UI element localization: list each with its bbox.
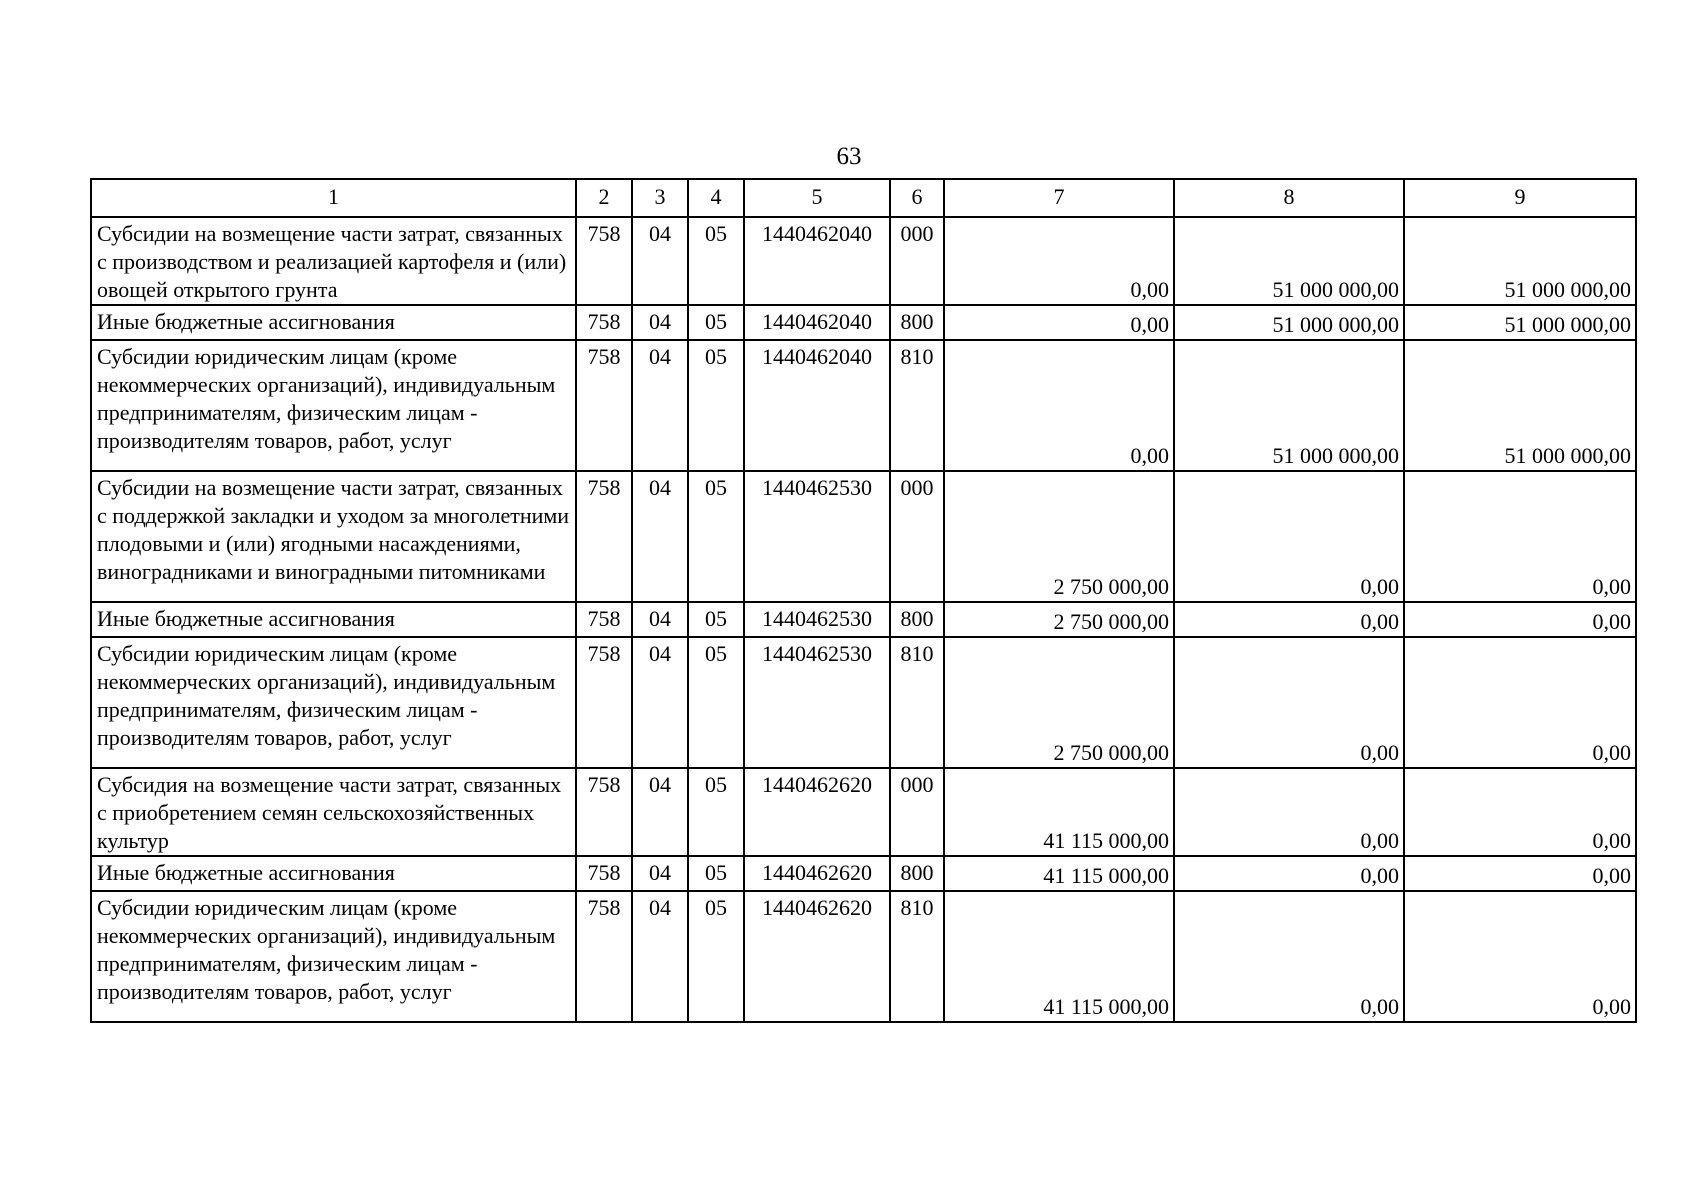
target-article-cell: 1440462530 [744, 471, 890, 602]
row-name-cell: Субсидии на возмещение части затрат, связанных с поддержкой закладки и уходом за многолетними плодовыми и (или) ягодными насаждениями, виноградниками и виноградными питомниками [91, 471, 576, 602]
column-header: 2 [576, 179, 632, 217]
subsection-code-cell: 05 [688, 340, 744, 471]
chapter-code-cell: 758 [576, 602, 632, 637]
table-row [91, 340, 1636, 471]
section-code-cell: 04 [632, 768, 688, 856]
amount-col9-cell: 51 000 000,00 [1404, 217, 1636, 305]
subsection-code-cell: 05 [688, 768, 744, 856]
column-header: 3 [632, 179, 688, 217]
subsection-code-cell: 05 [688, 602, 744, 637]
amount-col7-cell: 41 115 000,00 [944, 768, 1174, 856]
expense-type-cell: 800 [890, 602, 944, 637]
row-name-cell: Субсидии юридическим лицам (кроме некоммерческих организаций), индивидуальным предпринимателям, физическим лицам - производителям товаров, работ, услуг [91, 891, 576, 1022]
amount-col9-cell: 51 000 000,00 [1404, 305, 1636, 340]
amount-col7-cell: 41 115 000,00 [944, 856, 1174, 891]
column-header: 4 [688, 179, 744, 217]
section-code-cell: 04 [632, 471, 688, 602]
subsection-code-cell: 05 [688, 856, 744, 891]
amount-col9-cell: 51 000 000,00 [1404, 340, 1636, 471]
amount-col7-cell: 2 750 000,00 [944, 637, 1174, 768]
table-row [91, 768, 1636, 856]
row-name-cell: Субсидии юридическим лицам (кроме некоммерческих организаций), индивидуальным предпринимателям, физическим лицам - производителям товаров, работ, услуг [91, 637, 576, 768]
amount-col9-cell: 0,00 [1404, 471, 1636, 602]
amount-col9-cell: 0,00 [1404, 891, 1636, 1022]
section-code-cell: 04 [632, 305, 688, 340]
expense-type-cell: 800 [890, 856, 944, 891]
chapter-code-cell: 758 [576, 891, 632, 1022]
amount-col8-cell: 0,00 [1174, 891, 1404, 1022]
column-header: 9 [1404, 179, 1636, 217]
amount-col8-cell: 51 000 000,00 [1174, 217, 1404, 305]
amount-col7-cell: 2 750 000,00 [944, 602, 1174, 637]
subsection-code-cell: 05 [688, 891, 744, 1022]
chapter-code-cell: 758 [576, 217, 632, 305]
expense-type-cell: 000 [890, 471, 944, 602]
subsection-code-cell: 05 [688, 637, 744, 768]
table-row [91, 891, 1636, 1022]
chapter-code-cell: 758 [576, 637, 632, 768]
section-code-cell: 04 [632, 891, 688, 1022]
column-header: 7 [944, 179, 1174, 217]
section-code-cell: 04 [632, 340, 688, 471]
target-article-cell: 1440462040 [744, 340, 890, 471]
amount-col7-cell: 2 750 000,00 [944, 471, 1174, 602]
table-row [91, 856, 1636, 891]
row-name-cell: Субсидии юридическим лицам (кроме некоммерческих организаций), индивидуальным предпринимателям, физическим лицам - производителям товаров, работ, услуг [91, 340, 576, 471]
amount-col8-cell: 51 000 000,00 [1174, 305, 1404, 340]
subsection-code-cell: 05 [688, 471, 744, 602]
amount-col9-cell: 0,00 [1404, 856, 1636, 891]
table-row [91, 471, 1636, 602]
amount-col9-cell: 0,00 [1404, 602, 1636, 637]
target-article-cell: 1440462530 [744, 637, 890, 768]
amount-col7-cell: 0,00 [944, 305, 1174, 340]
column-header: 1 [91, 179, 576, 217]
target-article-cell: 1440462530 [744, 602, 890, 637]
amount-col7-cell: 41 115 000,00 [944, 891, 1174, 1022]
amount-col8-cell: 0,00 [1174, 602, 1404, 637]
column-header: 8 [1174, 179, 1404, 217]
expense-type-cell: 800 [890, 305, 944, 340]
chapter-code-cell: 758 [576, 856, 632, 891]
amount-col8-cell: 51 000 000,00 [1174, 340, 1404, 471]
table-row [91, 602, 1636, 637]
amount-col7-cell: 0,00 [944, 217, 1174, 305]
row-name-cell: Иные бюджетные ассигнования [91, 305, 576, 340]
row-name-cell: Иные бюджетные ассигнования [91, 856, 576, 891]
target-article-cell: 1440462620 [744, 856, 890, 891]
amount-col7-cell: 0,00 [944, 340, 1174, 471]
amount-col8-cell: 0,00 [1174, 471, 1404, 602]
table-row [91, 637, 1636, 768]
expense-type-cell: 810 [890, 340, 944, 471]
chapter-code-cell: 758 [576, 471, 632, 602]
subsection-code-cell: 05 [688, 305, 744, 340]
amount-col9-cell: 0,00 [1404, 768, 1636, 856]
amount-col9-cell: 0,00 [1404, 637, 1636, 768]
chapter-code-cell: 758 [576, 768, 632, 856]
section-code-cell: 04 [632, 637, 688, 768]
target-article-cell: 1440462040 [744, 305, 890, 340]
row-name-cell: Субсидия на возмещение части затрат, связанных с приобретением семян сельскохозяйственных культур [91, 768, 576, 856]
target-article-cell: 1440462620 [744, 768, 890, 856]
table-row [91, 305, 1636, 340]
table-row [91, 217, 1636, 305]
section-code-cell: 04 [632, 856, 688, 891]
amount-col8-cell: 0,00 [1174, 637, 1404, 768]
section-code-cell: 04 [632, 602, 688, 637]
expense-type-cell: 810 [890, 891, 944, 1022]
target-article-cell: 1440462620 [744, 891, 890, 1022]
page-number: 63 [836, 143, 862, 170]
chapter-code-cell: 758 [576, 305, 632, 340]
row-name-cell: Субсидии на возмещение части затрат, связанных с производством и реализацией картофеля и (или) овощей открытого грунта [91, 217, 576, 305]
subsection-code-cell: 05 [688, 217, 744, 305]
expense-type-cell: 000 [890, 217, 944, 305]
row-name-cell: Иные бюджетные ассигнования [91, 602, 576, 637]
chapter-code-cell: 758 [576, 340, 632, 471]
column-header: 5 [744, 179, 890, 217]
expense-type-cell: 810 [890, 637, 944, 768]
amount-col8-cell: 0,00 [1174, 856, 1404, 891]
column-header: 6 [890, 179, 944, 217]
section-code-cell: 04 [632, 217, 688, 305]
expense-type-cell: 000 [890, 768, 944, 856]
budget-table [90, 178, 1637, 1023]
target-article-cell: 1440462040 [744, 217, 890, 305]
header-row [91, 179, 1636, 217]
amount-col8-cell: 0,00 [1174, 768, 1404, 856]
